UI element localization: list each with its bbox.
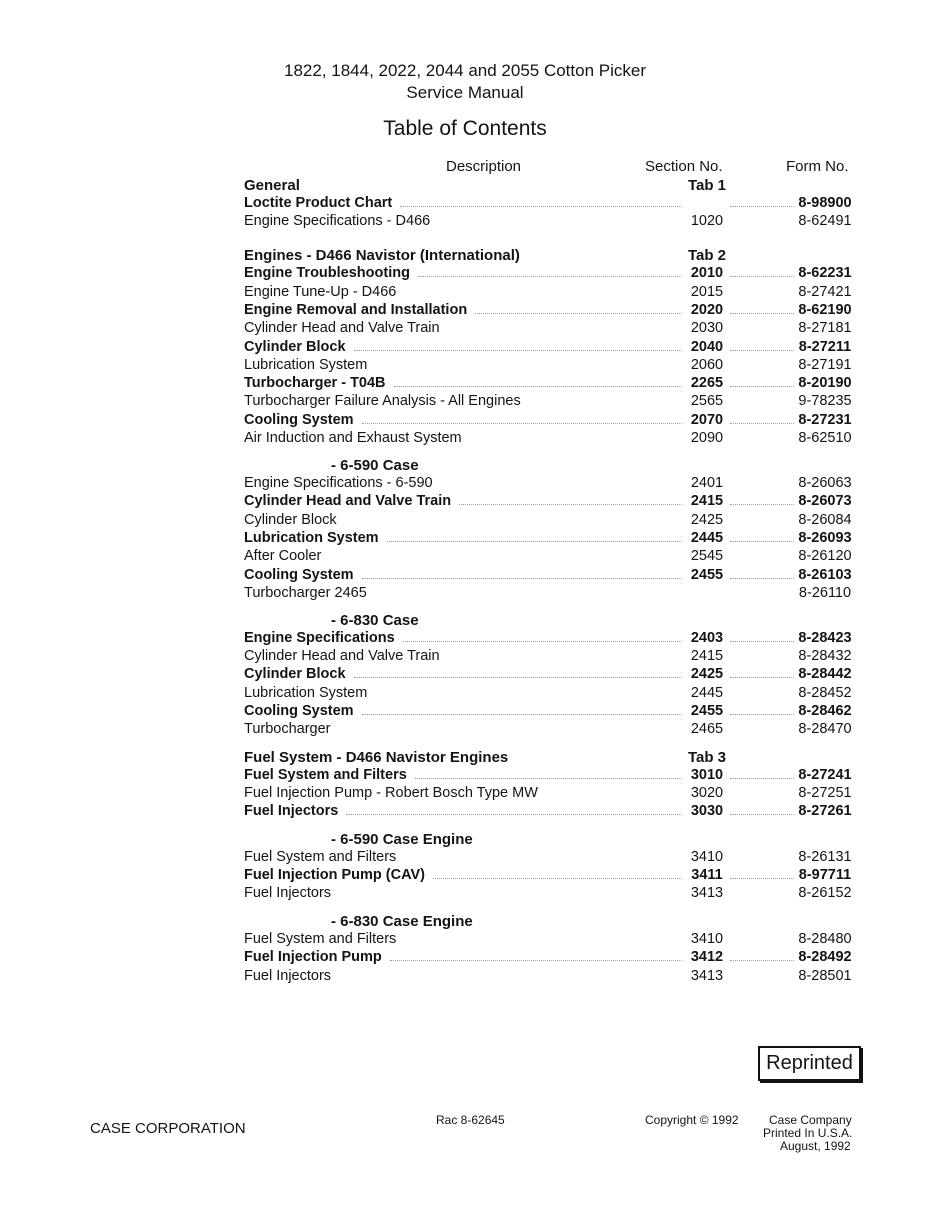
- toc-row: [0, 393, 935, 411]
- toc-description: Lubrication System: [244, 685, 368, 701]
- toc-form-number: 8-28492: [798, 949, 852, 965]
- footer-rac-number: Rac 8-62645: [436, 1113, 505, 1127]
- footer-date: August, 1992: [780, 1139, 851, 1153]
- toc-row: [0, 339, 935, 357]
- toc-description: Turbocharger - T04B: [244, 375, 386, 391]
- toc-section-number: 2070: [690, 412, 724, 428]
- toc-section-number: 3010: [690, 767, 724, 783]
- title-line-1: 1822, 1844, 2022, 2044 and 2055 Cotton Picker: [283, 61, 646, 80]
- dotted-leader: [730, 641, 794, 642]
- toc-section-number: Tab 2: [687, 247, 727, 264]
- toc-title: Table of Contents: [383, 117, 547, 140]
- toc-form-number: 8-28432: [798, 648, 852, 664]
- dotted-leader: [362, 714, 682, 715]
- toc-form-number: 8-28452: [798, 685, 852, 701]
- toc-row: [0, 931, 935, 949]
- column-header-description: Description: [446, 158, 522, 175]
- dotted-leader: [730, 541, 794, 542]
- toc-section-number: 3413: [690, 968, 724, 984]
- dotted-leader: [415, 778, 682, 779]
- dotted-leader: [433, 878, 682, 879]
- toc-description: Engine Troubleshooting: [244, 265, 410, 281]
- dotted-leader: [730, 677, 794, 678]
- toc-description: Lubrication System: [244, 357, 368, 373]
- toc-form-number: 8-27261: [798, 803, 852, 819]
- toc-description: Cooling System: [244, 412, 354, 428]
- toc-form-number: 8-62190: [798, 302, 852, 318]
- toc-form-number: 8-20190: [798, 375, 852, 391]
- toc-row: [0, 302, 935, 320]
- toc-form-number: 8-27421: [798, 284, 852, 300]
- toc-form-number: 9-78235: [798, 393, 852, 409]
- toc-row: [0, 612, 935, 630]
- toc-section-number: 2425: [690, 666, 724, 682]
- dotted-leader: [730, 578, 794, 579]
- toc-row: [0, 913, 935, 931]
- toc-row: [0, 968, 935, 986]
- toc-form-number: 8-28480: [798, 931, 852, 947]
- dotted-leader: [730, 878, 794, 879]
- dotted-leader: [418, 276, 682, 277]
- footer-company: Case Company: [769, 1113, 852, 1127]
- reprinted-stamp: Reprinted: [758, 1046, 861, 1081]
- dotted-leader: [730, 386, 794, 387]
- toc-section-number: 1020: [690, 213, 724, 229]
- toc-row: [0, 867, 935, 885]
- toc-section-number: 3413: [690, 885, 724, 901]
- toc-section-number: 3030: [690, 803, 724, 819]
- toc-form-number: 8-62510: [798, 430, 852, 446]
- toc-row: [0, 831, 935, 849]
- footer-copyright: Copyright © 1992: [645, 1113, 739, 1127]
- toc-section-number: 2425: [690, 512, 724, 528]
- dotted-leader: [730, 313, 794, 314]
- column-header-section: Section No.: [645, 158, 723, 175]
- toc-row: [0, 849, 935, 867]
- toc-form-number: 8-26084: [798, 512, 852, 528]
- toc-form-number: 8-26120: [798, 548, 852, 564]
- toc-description: Fuel System and Filters: [244, 849, 397, 865]
- dotted-leader: [730, 206, 794, 207]
- toc-section-number: 2265: [690, 375, 724, 391]
- toc-row: [0, 357, 935, 375]
- toc-section-number: 2415: [690, 493, 724, 509]
- toc-form-number: 8-26063: [798, 475, 852, 491]
- toc-row: [0, 430, 935, 448]
- toc-form-number: 8-28470: [798, 721, 852, 737]
- toc-description: Cylinder Head and Valve Train: [244, 320, 440, 336]
- footer-printed: Printed In U.S.A.: [763, 1126, 853, 1140]
- toc-section-number: 2465: [690, 721, 724, 737]
- toc-section-number: 2090: [690, 430, 724, 446]
- toc-description: Fuel Injection Pump (CAV): [244, 867, 425, 883]
- toc-description: General: [244, 177, 300, 194]
- toc-form-number: 8-26110: [798, 585, 852, 601]
- toc-form-number: 8-27211: [798, 339, 852, 355]
- toc-section-number: 3410: [690, 931, 724, 947]
- toc-form-number: 8-26131: [798, 849, 852, 865]
- toc-section-number: 2455: [690, 567, 724, 583]
- toc-row: [0, 247, 935, 265]
- dotted-leader: [354, 350, 682, 351]
- toc-row: [0, 375, 935, 393]
- dotted-leader: [390, 960, 682, 961]
- toc-description: - 6-590 Case Engine: [331, 831, 473, 848]
- toc-description: Turbocharger 2465: [244, 585, 367, 601]
- dotted-leader: [730, 778, 794, 779]
- toc-row: [0, 585, 935, 603]
- dotted-leader: [730, 504, 794, 505]
- dotted-leader: [387, 541, 682, 542]
- toc-row: [0, 213, 935, 231]
- toc-section-number: Tab 3: [687, 749, 727, 766]
- toc-row: [0, 785, 935, 803]
- toc-row: [0, 320, 935, 338]
- toc-row: [0, 457, 935, 475]
- toc-row: [0, 567, 935, 585]
- toc-description: Engine Tune-Up - D466: [244, 284, 397, 300]
- dotted-leader: [459, 504, 682, 505]
- toc-description: Fuel System and Filters: [244, 931, 397, 947]
- toc-description: Cooling System: [244, 567, 354, 583]
- toc-row: [0, 749, 935, 767]
- toc-description: Engine Specifications - 6-590: [244, 475, 433, 491]
- toc-form-number: 8-97711: [798, 867, 852, 883]
- toc-form-number: 8-28442: [798, 666, 852, 682]
- toc-form-number: 8-62491: [798, 213, 852, 229]
- toc-description: Air Induction and Exhaust System: [244, 430, 462, 446]
- toc-form-number: 8-26093: [798, 530, 852, 546]
- dotted-leader: [730, 350, 794, 351]
- toc-section-number: 3411: [691, 867, 723, 883]
- toc-section-number: 2445: [690, 530, 724, 546]
- toc-section-number: 2040: [690, 339, 724, 355]
- toc-form-number: 8-28501: [798, 968, 852, 984]
- toc-form-number: 8-28462: [798, 703, 852, 719]
- toc-section-number: 2401: [690, 475, 724, 491]
- toc-description: Cylinder Head and Valve Train: [244, 493, 452, 509]
- toc-description: Cylinder Head and Valve Train: [244, 648, 440, 664]
- toc-form-number: 8-98900: [798, 195, 852, 211]
- toc-form-number: 8-27241: [798, 767, 852, 783]
- toc-form-number: 8-27191: [798, 357, 852, 373]
- toc-description: Cylinder Block: [244, 512, 337, 528]
- toc-section-number: 2010: [690, 265, 724, 281]
- toc-row: [0, 885, 935, 903]
- toc-row: [0, 803, 935, 821]
- dotted-leader: [730, 423, 794, 424]
- toc-row: [0, 648, 935, 666]
- toc-row: [0, 530, 935, 548]
- toc-row: [0, 666, 935, 684]
- toc-description: Cylinder Block: [244, 339, 346, 355]
- toc-row: [0, 767, 935, 785]
- toc-form-number: 8-26103: [798, 567, 852, 583]
- toc-form-number: 8-26073: [798, 493, 852, 509]
- toc-description: Engine Specifications: [244, 630, 395, 646]
- toc-row: [0, 284, 935, 302]
- toc-row: [0, 475, 935, 493]
- toc-description: Cooling System: [244, 703, 354, 719]
- toc-form-number: 8-26152: [798, 885, 852, 901]
- toc-description: Fuel System - D466 Navistor Engines: [244, 749, 509, 766]
- toc-description: Turbocharger Failure Analysis - All Engines: [244, 393, 521, 409]
- toc-row: [0, 412, 935, 430]
- toc-row: [0, 703, 935, 721]
- dotted-leader: [730, 814, 794, 815]
- toc-row: [0, 195, 935, 213]
- toc-row: [0, 630, 935, 648]
- toc-row: [0, 949, 935, 967]
- toc-description: After Cooler: [244, 548, 322, 564]
- toc-section-number: 2565: [690, 393, 724, 409]
- footer-corporation: CASE CORPORATION: [90, 1120, 246, 1137]
- toc-description: Fuel System and Filters: [244, 767, 407, 783]
- toc-description: Engines - D466 Navistor (International): [244, 247, 520, 264]
- toc-description: - 6-830 Case Engine: [331, 913, 473, 930]
- toc-description: Fuel Injectors: [244, 885, 332, 901]
- toc-form-number: 8-27181: [798, 320, 852, 336]
- toc-description: Cylinder Block: [244, 666, 346, 682]
- toc-row: [0, 265, 935, 283]
- toc-description: Fuel Injectors: [244, 968, 332, 984]
- toc-section-number: 2445: [690, 685, 724, 701]
- dotted-leader: [400, 206, 682, 207]
- toc-row: [0, 177, 935, 195]
- dotted-leader: [475, 313, 682, 314]
- toc-description: Engine Removal and Installation: [244, 302, 468, 318]
- toc-row: [0, 493, 935, 511]
- toc-section-number: 2545: [690, 548, 724, 564]
- toc-section-number: 2015: [690, 284, 724, 300]
- dotted-leader: [394, 386, 682, 387]
- toc-section-number: 2030: [690, 320, 724, 336]
- toc-row: [0, 685, 935, 703]
- toc-section-number: 3020: [690, 785, 724, 801]
- dotted-leader: [346, 814, 682, 815]
- toc-section-number: 2020: [690, 302, 724, 318]
- toc-section-number: 2455: [690, 703, 724, 719]
- toc-section-number: 3410: [690, 849, 724, 865]
- toc-description: Engine Specifications - D466: [244, 213, 431, 229]
- toc-form-number: 8-27231: [798, 412, 852, 428]
- toc-description: Loctite Product Chart: [244, 195, 393, 211]
- toc-description: Fuel Injectors: [244, 803, 339, 819]
- toc-form-number: 8-27251: [798, 785, 852, 801]
- column-header-form: Form No.: [786, 158, 849, 175]
- toc-section-number: 2403: [690, 630, 724, 646]
- dotted-leader: [362, 423, 682, 424]
- toc-form-number: 8-28423: [798, 630, 852, 646]
- toc-section-number: 2415: [690, 648, 724, 664]
- toc-description: - 6-590 Case: [331, 457, 419, 474]
- toc-description: Fuel Injection Pump - Robert Bosch Type MW: [244, 785, 538, 801]
- toc-section-number: 3412: [690, 949, 724, 965]
- toc-description: Turbocharger: [244, 721, 331, 737]
- dotted-leader: [403, 641, 682, 642]
- toc-row: [0, 548, 935, 566]
- dotted-leader: [730, 960, 794, 961]
- toc-section-number: 2060: [690, 357, 724, 373]
- title-line-2: Service Manual: [406, 83, 524, 102]
- dotted-leader: [730, 714, 794, 715]
- dotted-leader: [730, 276, 794, 277]
- toc-description: Fuel Injection Pump: [244, 949, 382, 965]
- toc-description: - 6-830 Case: [331, 612, 419, 629]
- toc-row: [0, 512, 935, 530]
- toc-description: Lubrication System: [244, 530, 379, 546]
- toc-row: [0, 721, 935, 739]
- toc-form-number: 8-62231: [798, 265, 852, 281]
- dotted-leader: [354, 677, 682, 678]
- dotted-leader: [362, 578, 682, 579]
- toc-section-number: Tab 1: [687, 177, 727, 194]
